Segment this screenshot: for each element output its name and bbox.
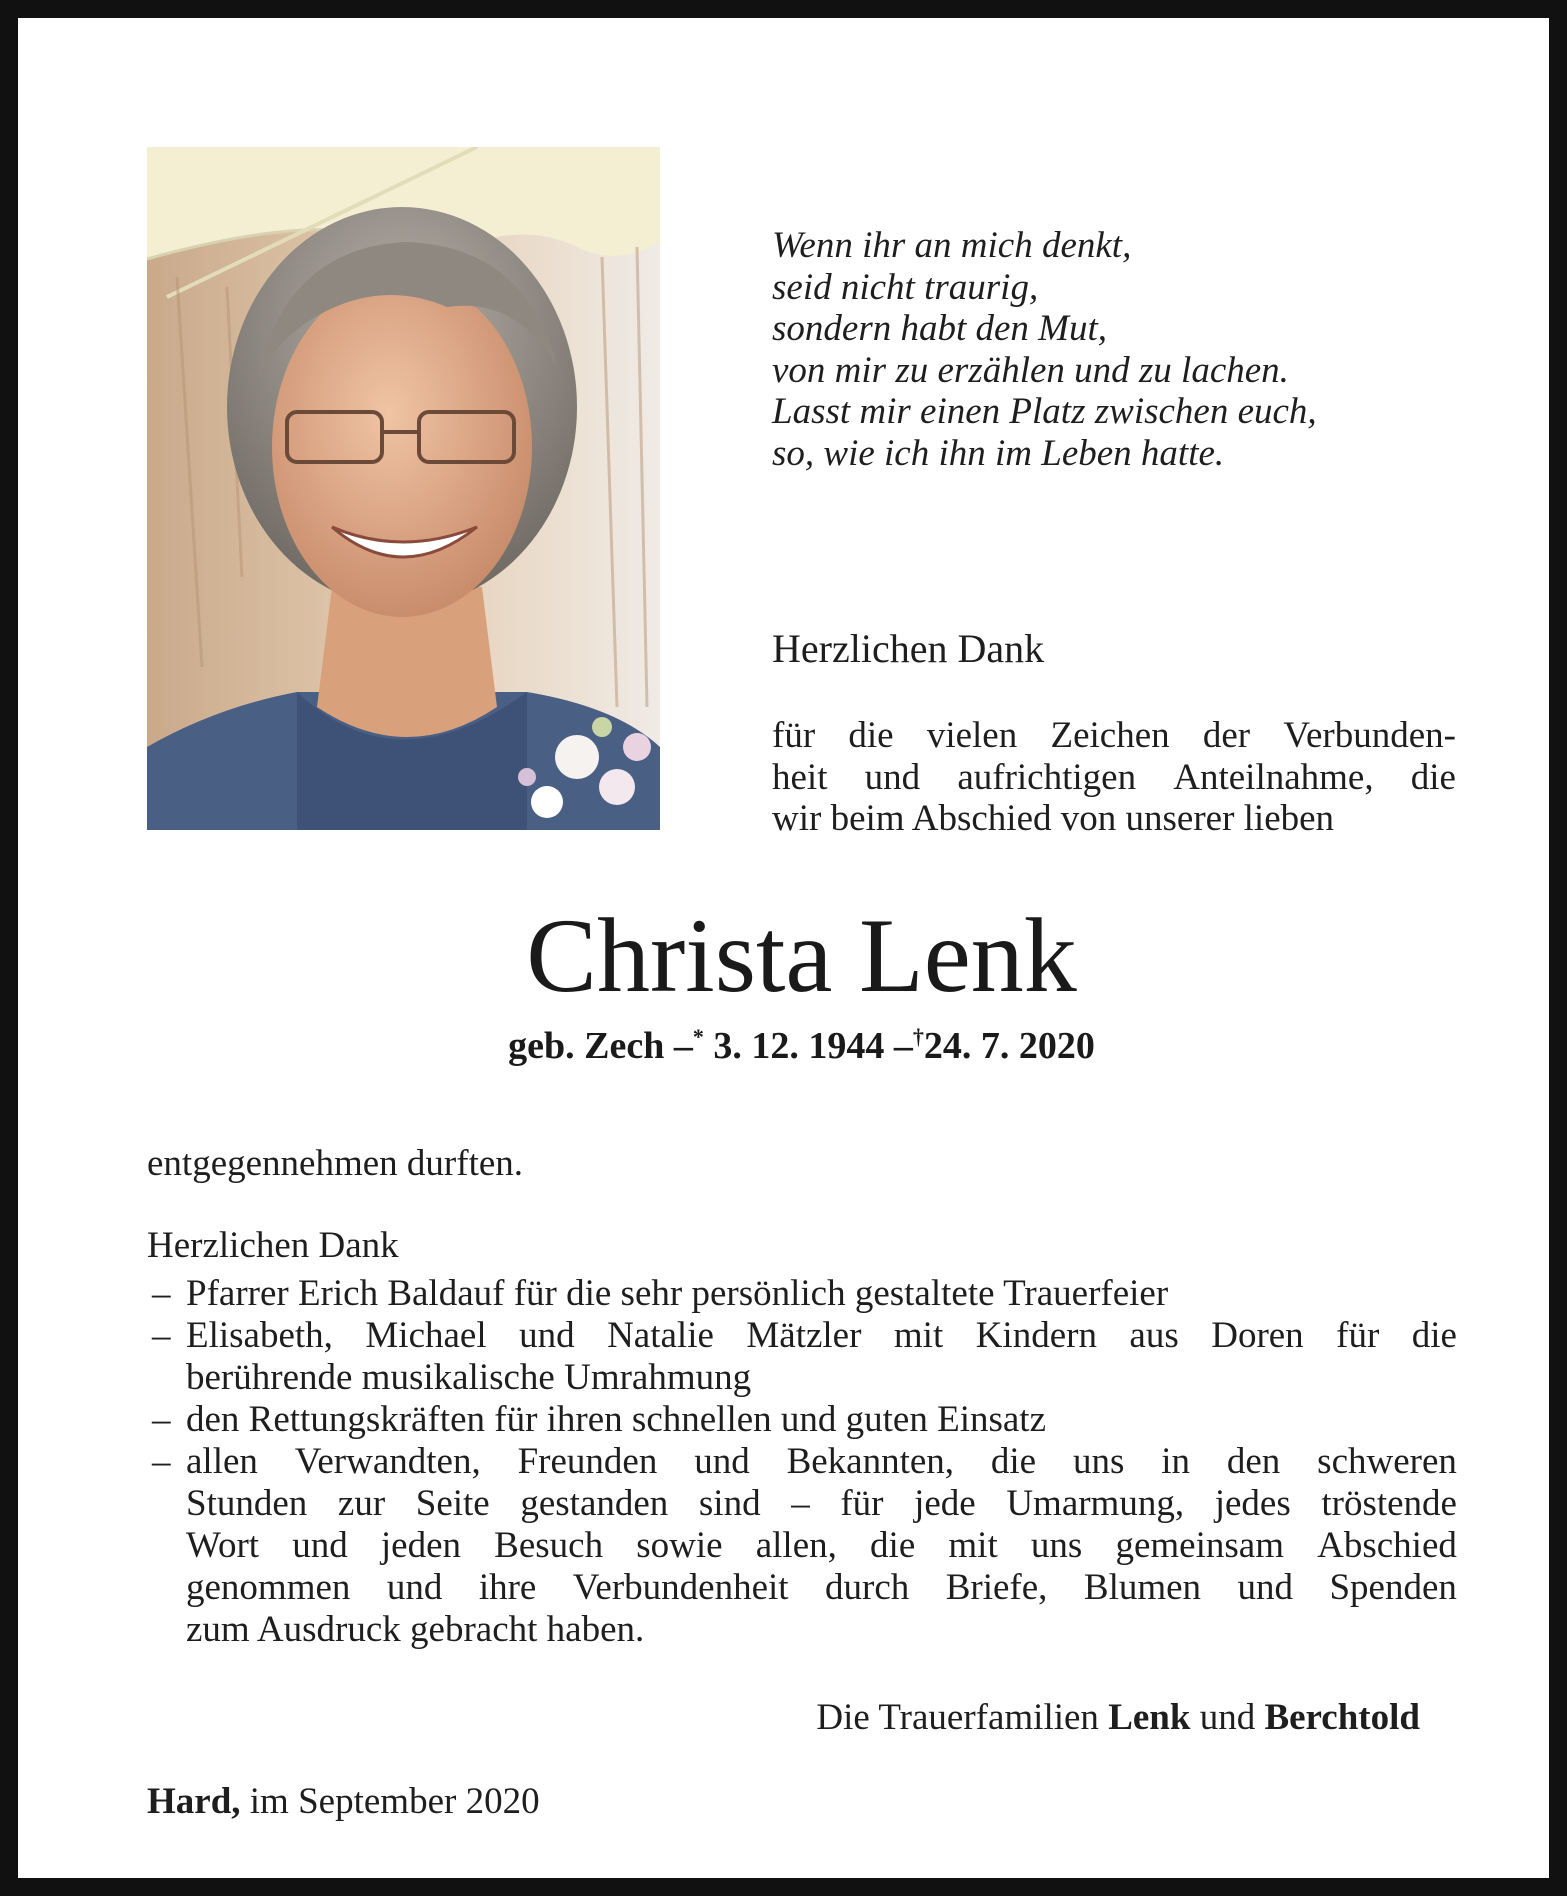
publication-date: im September 2020 [249,1781,540,1822]
word: uns [1072,1441,1125,1482]
word: den [1226,1441,1281,1482]
list-line [186,1567,1457,1609]
thanks-list [147,1273,1457,1651]
word: jede [914,1483,976,1524]
word: Zeichen [1050,715,1170,756]
signature-connector: und [1199,1697,1256,1738]
list-item [147,1273,1457,1315]
word: und [519,1315,575,1356]
maiden-name: geb. Zech – [508,1025,693,1067]
word: die [1410,756,1456,798]
list-line [186,1441,1457,1483]
word: Doren [1211,1315,1304,1356]
dash-bullet: – [152,1399,171,1440]
word: Besuch [494,1525,604,1566]
list-item [147,1441,1457,1651]
word: in [1161,1441,1191,1482]
word: Natalie [607,1315,714,1356]
word: Verwandten, [294,1441,481,1482]
word: durch [825,1567,910,1608]
word: Briefe, [945,1567,1048,1608]
word: schweren [1317,1441,1457,1482]
death-cross-icon: † [912,1024,924,1049]
list-line [186,1399,1457,1441]
word: jeden [380,1525,461,1566]
word: und [864,756,921,798]
poem-line: sondern habt den Mut, [772,308,1108,349]
word: genommen [186,1567,351,1608]
word: wir beim Abschied von unserer lieben [772,798,1335,839]
word: Wort [186,1525,260,1566]
continuation-text: entgegennehmen durften. [147,1143,524,1184]
portrait-photo [147,147,660,830]
word: der [1202,715,1251,756]
word: gestanden [520,1483,669,1524]
family-name-berchtold: Berchtold [1264,1697,1420,1738]
poem-line: Lasst mir einen Platz zwischen euch, [772,391,1317,432]
thanks-list-heading: Herzlichen Dank [147,1225,399,1266]
birth-date: 3. 12. 1944 – [713,1025,913,1067]
list-line [186,1273,1457,1315]
word: Abschied [1317,1525,1457,1566]
thanks-heading: Herzlichen Dank [772,626,1045,671]
memorial-poem [772,225,1492,474]
word: Elisabeth, [186,1315,333,1356]
intro-line [772,715,1456,757]
deceased-name: Christa Lenk [526,897,1077,1014]
word: für [772,715,816,756]
birth-star-icon: * [692,1024,704,1049]
word: die [870,1525,916,1566]
signature [816,1694,1420,1742]
word: Anteilnahme, [1173,756,1374,798]
life-dates [18,1022,1567,1070]
word: mit [893,1315,944,1356]
word: und [1237,1567,1294,1608]
list-line [186,1525,1457,1567]
word: und [694,1441,750,1482]
word: uns [1030,1525,1083,1566]
death-date: 24. 7. 2020 [923,1025,1095,1067]
word: vielen [926,715,1018,756]
word: Mätzler [746,1315,862,1356]
poem-line: Wenn ihr an mich denkt, [772,225,1132,266]
word: allen [186,1441,258,1482]
word: Pfarrer Erich Baldauf für die sehr persönlich gestaltete Trauerfeier [186,1273,1169,1314]
word: Michael [365,1315,487,1356]
word: tröstende [1321,1483,1457,1524]
word: die [1411,1315,1457,1356]
list-line [186,1315,1457,1357]
word: und [386,1567,443,1608]
word: für [840,1483,884,1524]
list-line [186,1609,1457,1651]
list-line [186,1483,1457,1525]
word: heit [772,756,828,798]
word: Blumen [1083,1567,1202,1608]
word: Spenden [1329,1567,1457,1608]
word: sowie [636,1525,723,1566]
word: aus [1129,1315,1179,1356]
signature-prefix: Die Trauerfamilien [816,1697,1099,1738]
word: Verbundenheit [572,1567,789,1608]
word: aufrichtigen [957,756,1137,798]
word: berührende musikalische Umrahmung [186,1357,752,1398]
word: und [292,1525,348,1566]
poem-line: von mir zu erzählen und zu lachen. [772,349,1289,391]
poem-line: seid nicht traurig, [772,266,1039,308]
word: Verbunden- [1283,715,1456,756]
word: gemeinsam [1115,1525,1284,1566]
word: Kindern [975,1315,1097,1356]
word: jedes [1214,1483,1291,1524]
intro-line [772,798,1456,840]
place-date [147,1778,540,1826]
list-line [186,1357,1457,1399]
word: mit [948,1525,998,1566]
word: Freunden [517,1441,658,1482]
family-name-lenk: Lenk [1108,1697,1191,1738]
town: Hard, [147,1781,241,1822]
dash-bullet: – [152,1273,171,1314]
poem-line: so, wie ich ihn im Leben hatte. [772,432,1225,474]
thanks-intro [772,715,1456,840]
list-item [147,1399,1457,1441]
dash-bullet: – [152,1315,171,1356]
word: den Rettungskräften für ihren schnellen und guten Einsatz [186,1399,1046,1440]
word: die [990,1441,1037,1482]
word: Seite [415,1483,490,1524]
word: zur [337,1483,386,1524]
word: die [848,715,894,756]
word: sind [698,1483,761,1524]
list-item [147,1315,1457,1399]
word: allen, [755,1525,837,1566]
word: zum Ausdruck gebracht haben. [186,1609,645,1650]
intro-line [772,757,1456,799]
word: Stunden [186,1483,308,1524]
word: Bekannten, [786,1441,955,1482]
word: – [791,1483,810,1524]
word: Umarmung, [1006,1483,1185,1524]
word: ihre [478,1567,537,1608]
word: für [1336,1315,1380,1356]
dash-bullet: – [152,1441,171,1482]
